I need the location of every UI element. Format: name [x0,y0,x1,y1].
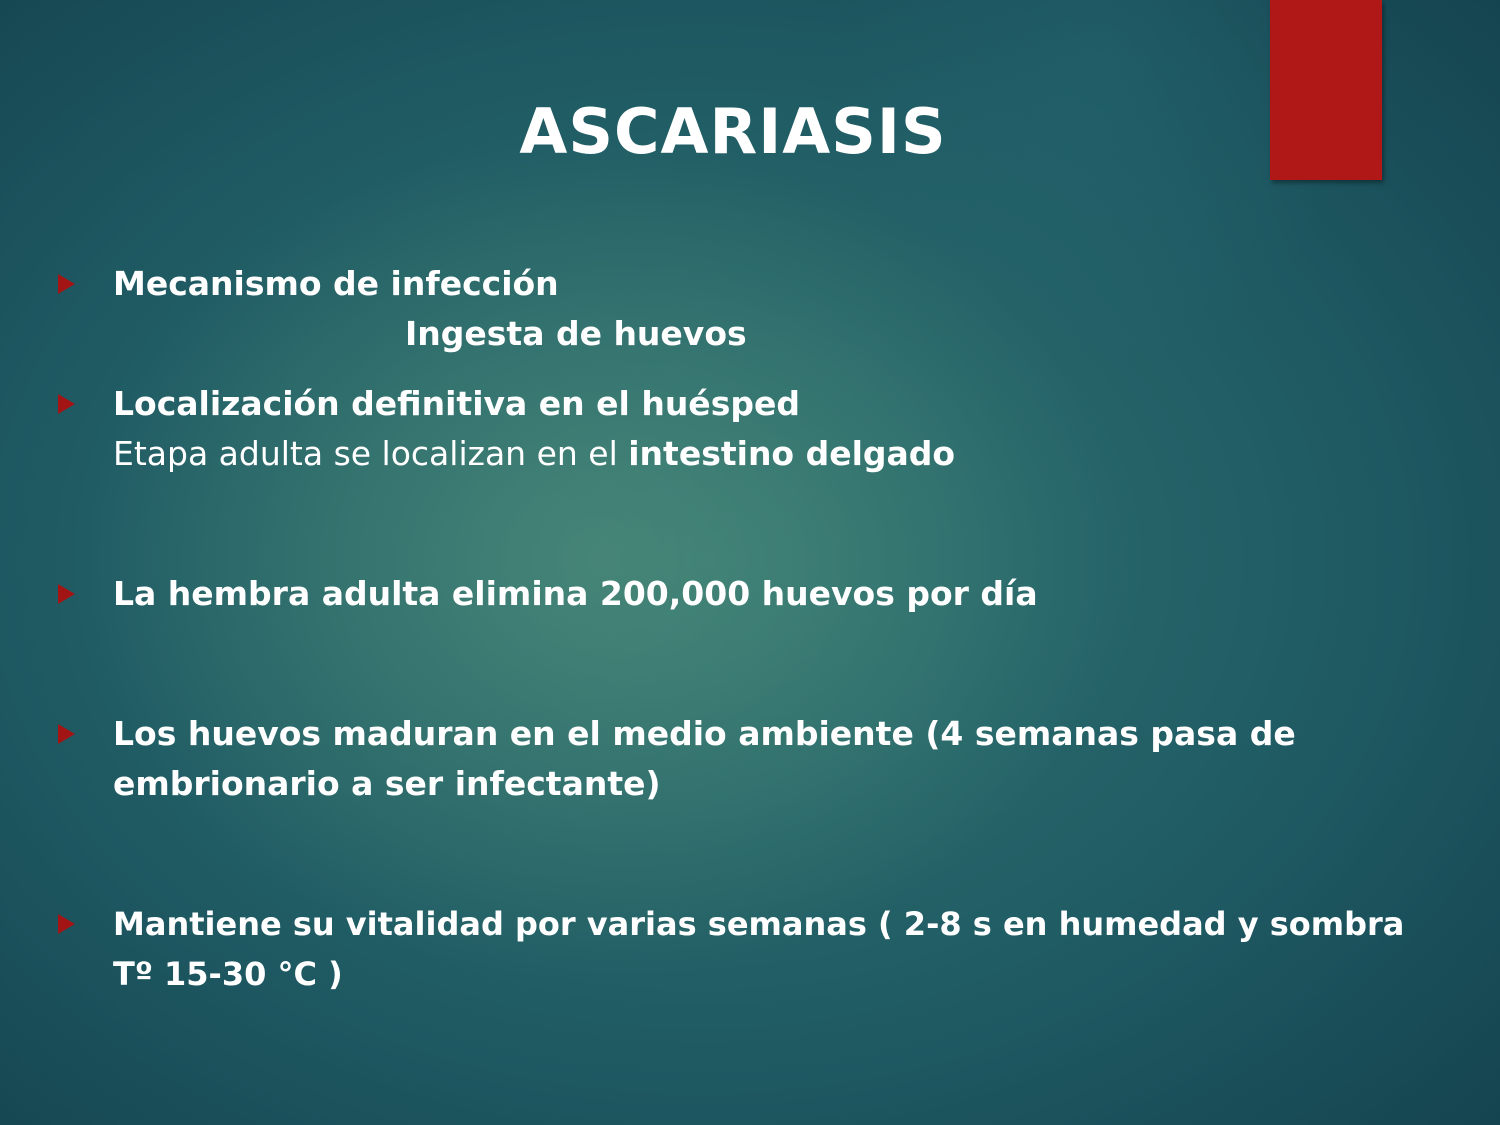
bullet-text [113,709,1443,809]
slide-title: ASCARIASIS [519,95,947,168]
triangle-right-icon [58,274,75,294]
bullet-text [113,899,1443,999]
bullet-line: La hembra adulta elimina 200,000 huevos por día [113,574,1038,613]
bullet-detail [113,429,1443,479]
triangle-right-icon [58,914,75,934]
bullet-line: Los huevos maduran en el medio ambiente (4 semanas pasa de [113,714,1296,753]
bullet-detail-emphasis: intestino delgado [628,434,956,473]
triangle-right-icon [58,584,75,604]
bullet-line: embrionario a ser infectante) [113,764,661,803]
bullet-detail: Ingesta de huevos [405,314,747,353]
bullet-text [113,379,1443,479]
bullet-line: Mantiene su vitalidad por varias semanas ( 2-8 s en humedad y sombra [113,905,1405,943]
bullet-line: Tº 15-30 °C ) [113,955,343,993]
triangle-right-icon [58,724,75,744]
bullet-heading: Mecanismo de infección [113,264,559,303]
bullet-text [113,569,1443,619]
bullet-text [113,259,1443,359]
bullet-detail-prefix: Etapa adulta se localizan en el [113,434,629,473]
bullet-heading: Localización definitiva en el huésped [113,384,800,423]
triangle-right-icon [58,394,75,414]
